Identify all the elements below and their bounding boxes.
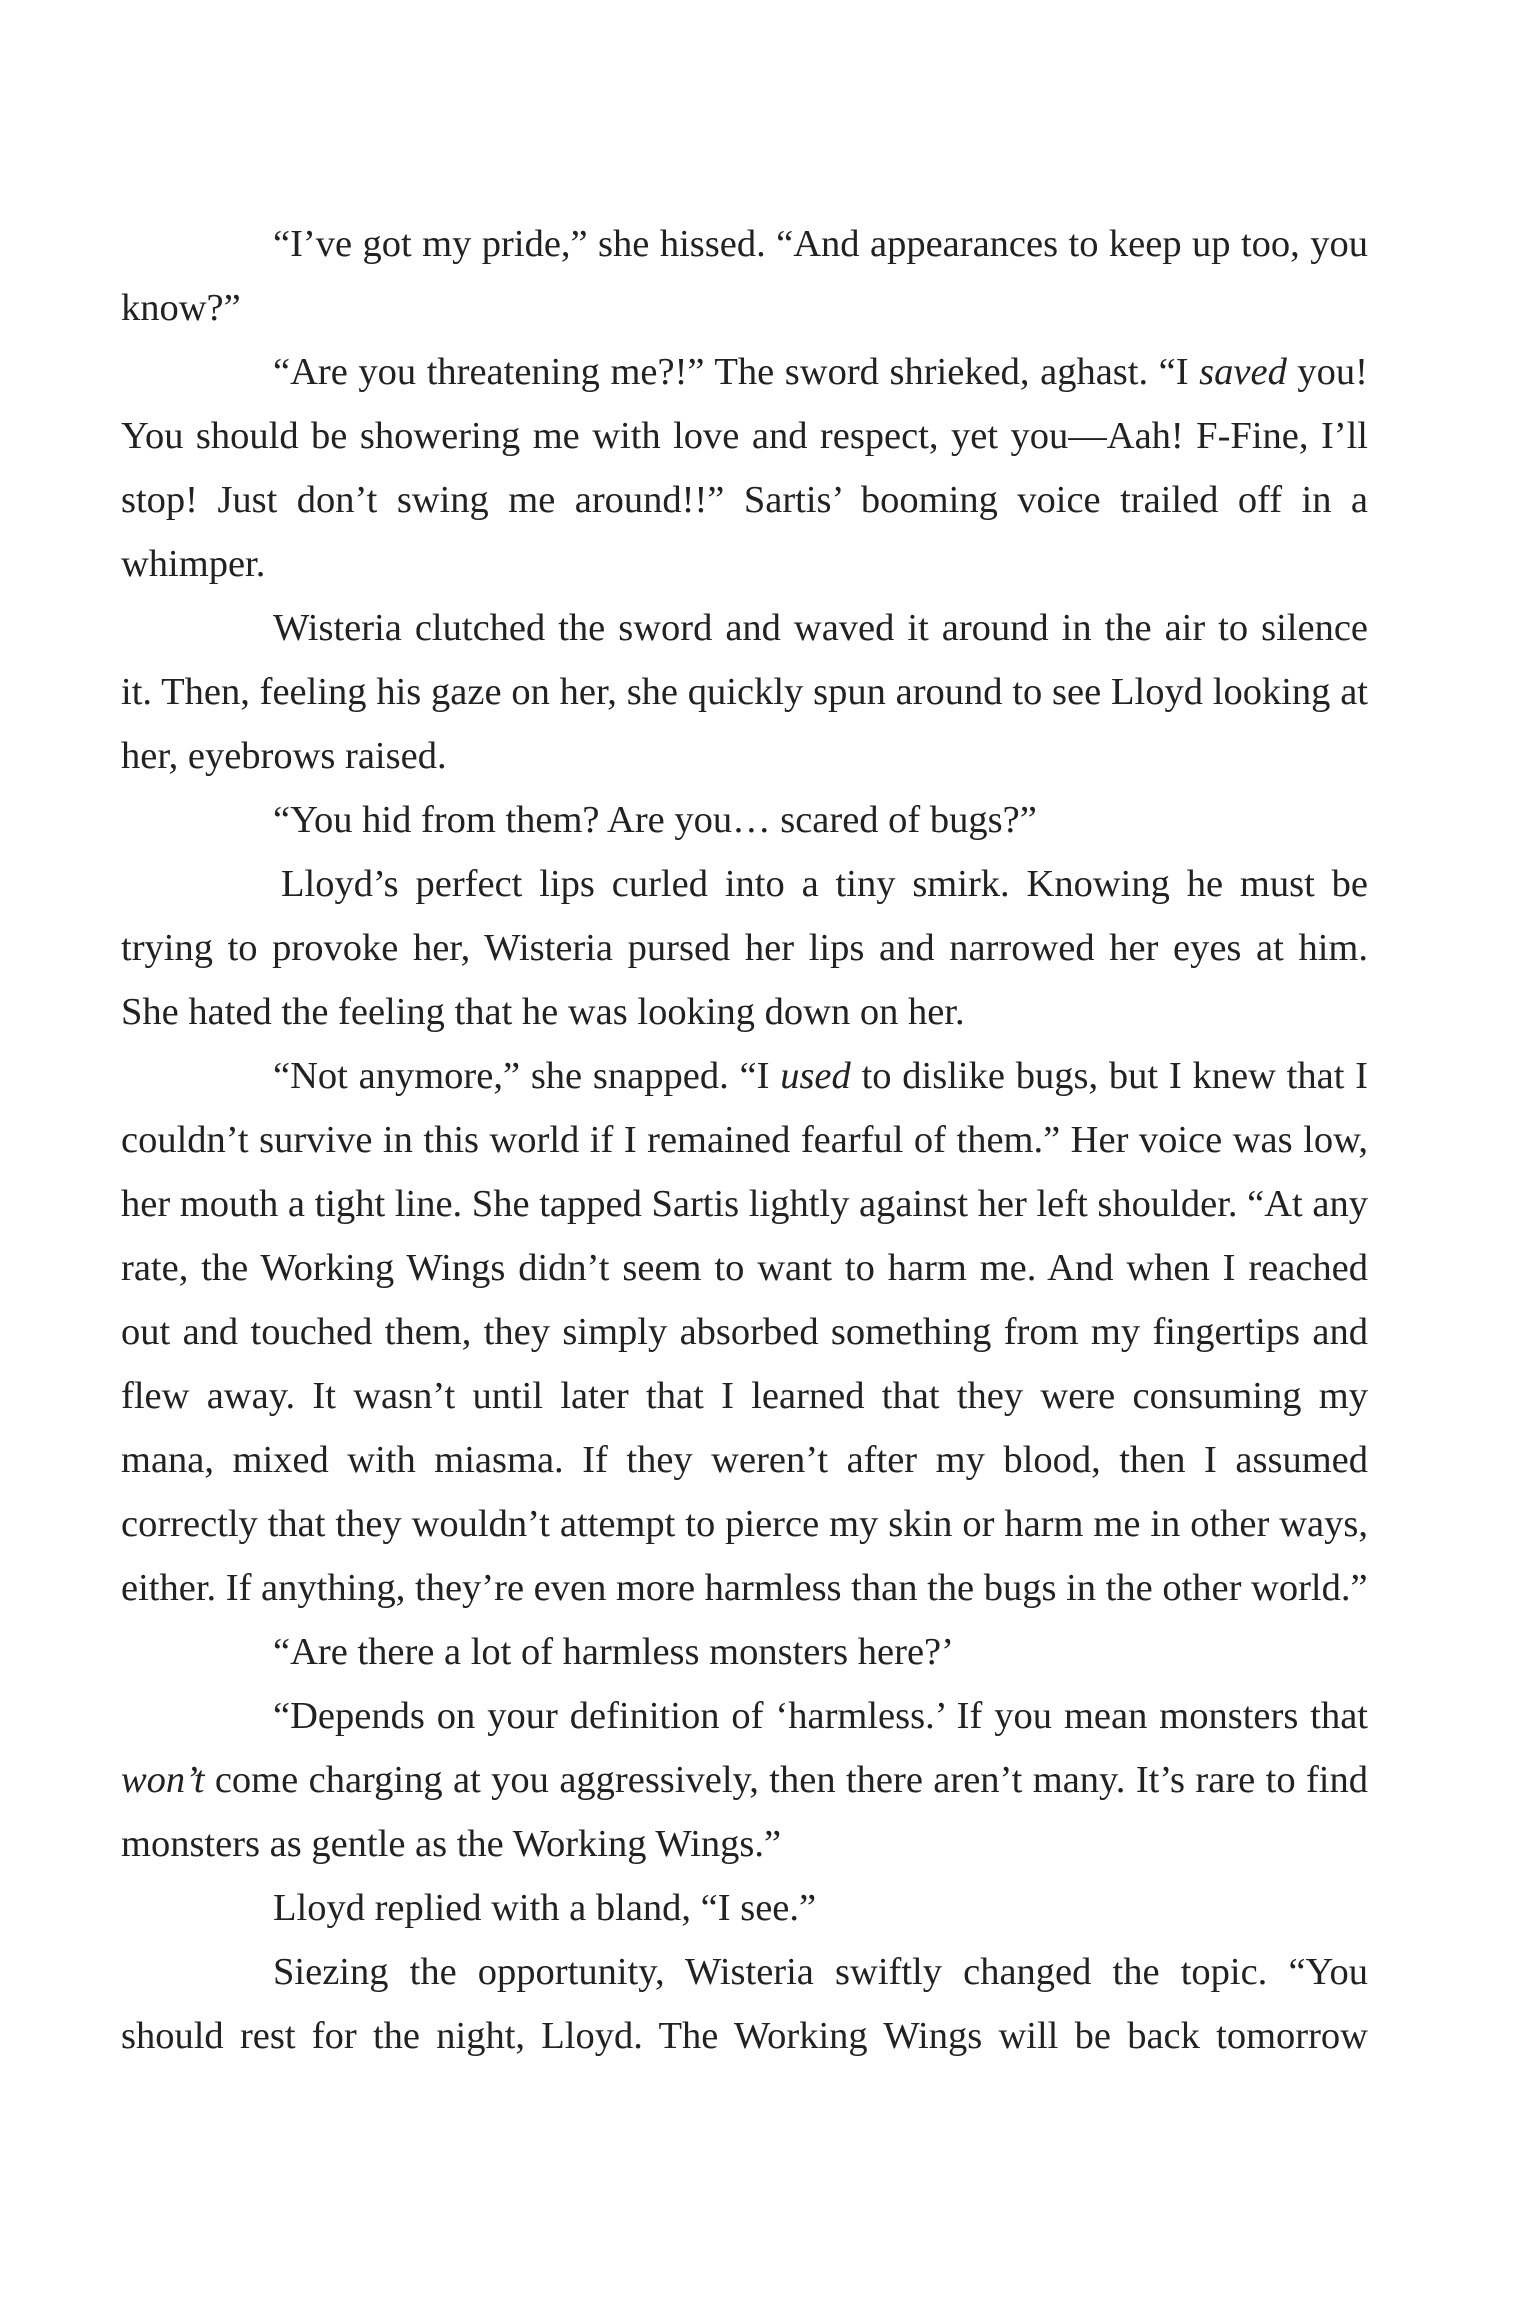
paragraph-text: “Not anymore,” she snapped. “I: [273, 1055, 781, 1097]
paragraph-text: you! You should be showering me with love and respect, yet you—Aah! F-Fine, I’ll stop! Just don’t swing me around!!” Sartis’ booming voice trailed off in a whimper.: [121, 351, 1368, 585]
paragraph-not-anymore: [121, 1044, 1368, 1620]
paragraph-wisteria-clutched: [121, 596, 1368, 788]
paragraph-pride: [121, 212, 1368, 340]
paragraph-text: come charging at you aggressively, then there aren’t many. It’s rare to find monsters as gentle as the Working Wings.”: [121, 1759, 1368, 1865]
paragraph-text: Lloyd replied with a bland, “I see.”: [273, 1887, 817, 1929]
italic-word-saved: saved: [1199, 351, 1287, 393]
italic-word-used: used: [780, 1055, 851, 1097]
paragraph-text: “You hid from them? Are you… scared of bugs?”: [273, 799, 1037, 841]
paragraph-text: “Are there a lot of harmless monsters here?’: [273, 1631, 954, 1673]
paragraph-harmless-monsters: [121, 1620, 1368, 1684]
paragraph-text: “Are you threatening me?!” The sword shrieked, aghast. “I: [273, 351, 1200, 393]
book-page: [121, 212, 1368, 2068]
paragraph-scared-of-bugs: [121, 788, 1368, 852]
paragraph-definition-harmless: [121, 1684, 1368, 1876]
paragraph-sword-shrieks: [121, 340, 1368, 596]
paragraph-text: to dislike bugs, but I knew that I couldn’t survive in this world if I remained fearful of them.” Her voice was low, her mouth a tight line. She tapped Sartis lightly against her left shoulder. “At any rate, the Working Wings didn’t seem to want to harm me. And when I reached out and touched them, they simply absorbed something from my fingertips and flew away. It wasn’t until later that I learned that they were consuming my mana, mixed with miasma. If they weren’t after my blood, then I assumed correctly that they wouldn’t attempt to pierce my skin or harm me in other ways, either. If anything, they’re even more harmless than the bugs in the other world.”: [121, 1055, 1368, 1609]
paragraph-text: Wisteria clutched the sword and waved it around in the air to silence it. Then, feeling his gaze on her, she quickly spun around to see Lloyd looking at her, eyebrows raised.: [121, 607, 1368, 777]
paragraph-text: Siezing the opportunity, Wisteria swiftly changed the topic. “You should rest for the night, Lloyd. The Working Wings will be back tomorrow: [121, 1951, 1368, 2057]
paragraph-text: “I’ve got my pride,” she hissed. “And appearances to keep up too, you know?”: [121, 223, 1368, 329]
paragraph-text: “Depends on your definition of ‘harmless.’ If you mean monsters that: [273, 1695, 1368, 1737]
italic-word-wont: won’t: [121, 1759, 205, 1801]
paragraph-siezing-opportunity: [121, 1940, 1368, 2068]
paragraph-lloyd-replied: [121, 1876, 1368, 1940]
paragraph-lloyd-smirk: [121, 852, 1368, 1044]
paragraph-text: Lloyd’s perfect lips curled into a tiny smirk. Knowing he must be trying to provoke her, Wisteria pursed her lips and narrowed her eyes at him. She hated the feeling that he was looking down on her.: [121, 863, 1368, 1033]
